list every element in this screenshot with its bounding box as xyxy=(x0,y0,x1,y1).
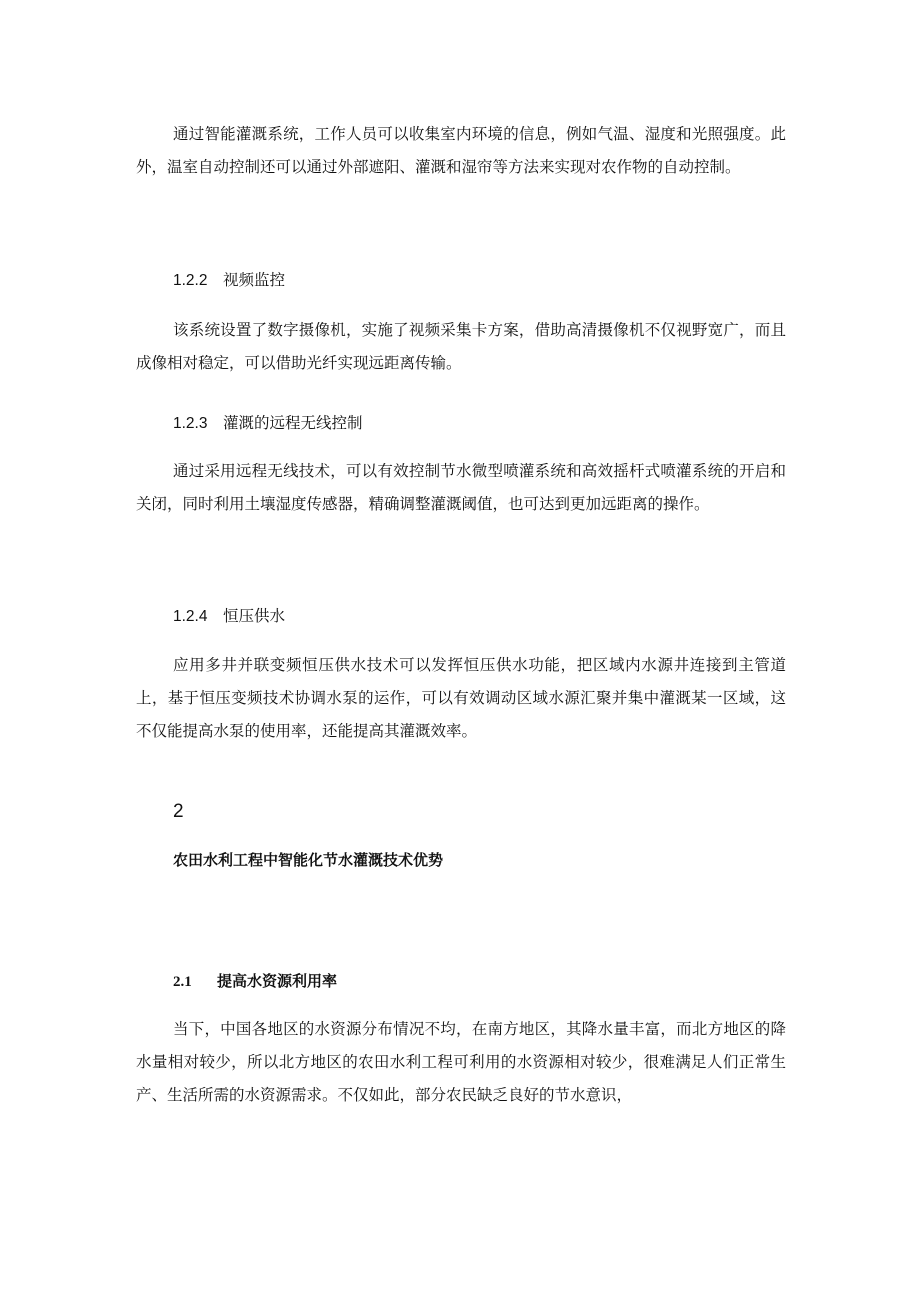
section-heading-2-1 xyxy=(173,967,337,996)
chapter-number: 2 xyxy=(173,801,184,822)
paragraph-greenhouse-monitoring: 通过智能灌溉系统，工作人员可以收集室内环境的信息，例如气温、湿度和光照强度。此外，温室自动控制还可以通过外部遮阳、灌溉和湿帘等方法来实现对农作物的自动控制。 xyxy=(136,125,786,176)
subsection-number: 1.2.2 xyxy=(173,272,208,289)
subsection-number: 1.2.4 xyxy=(173,608,208,625)
paragraph-wireless-control: 通过采用远程无线技术，可以有效控制节水微型喷灌系统和高效摇杆式喷灌系统的开启和关闭，同时利用土壤湿度传感器，精确调整灌溉阈值，也可达到更加远距离的操作。 xyxy=(136,462,786,513)
section-title: 提高水资源利用率 xyxy=(217,972,338,990)
subsection-title: 灌溉的远程无线控制 xyxy=(223,414,363,432)
subsection-title: 视频监控 xyxy=(223,271,286,289)
subsection-heading-1-2-4 xyxy=(173,604,285,629)
paragraph-video-monitoring: 该系统设置了数字摄像机，实施了视频采集卡方案，借助高清摄像机不仅视野宽广，而且成像相对稳定，可以借助光纤实现远距离传输。 xyxy=(136,321,786,372)
paragraph-water-resources: 当下，中国各地区的水资源分布情况不均，在南方地区，其降水量丰富，而北方地区的降水量相对较少，所以北方地区的农田水利工程可利用的水资源相对较少，很难满足人们正常生产、生活所需的水资源需求。不仅如此，部分农民缺乏良好的节水意识， xyxy=(136,1020,786,1104)
subsection-heading-1-2-3 xyxy=(173,411,363,436)
subsection-title: 恒压供水 xyxy=(223,607,286,625)
paragraph-constant-pressure: 应用多井并联变频恒压供水技术可以发挥恒压供水功能，把区域内水源井连接到主管道上，基于恒压变频技术协调水泵的运作，可以有效调动区域水源汇聚并集中灌溉某一区域，这不仅能提高水泵的使用率，还能提高其灌溉效率。 xyxy=(136,656,786,740)
subsection-number: 1.2.3 xyxy=(173,415,208,432)
chapter-title: 农田水利工程中智能化节水灌溉技术优势 xyxy=(173,851,444,869)
section-number: 2.1 xyxy=(173,974,192,990)
subsection-heading-1-2-2 xyxy=(173,268,285,293)
